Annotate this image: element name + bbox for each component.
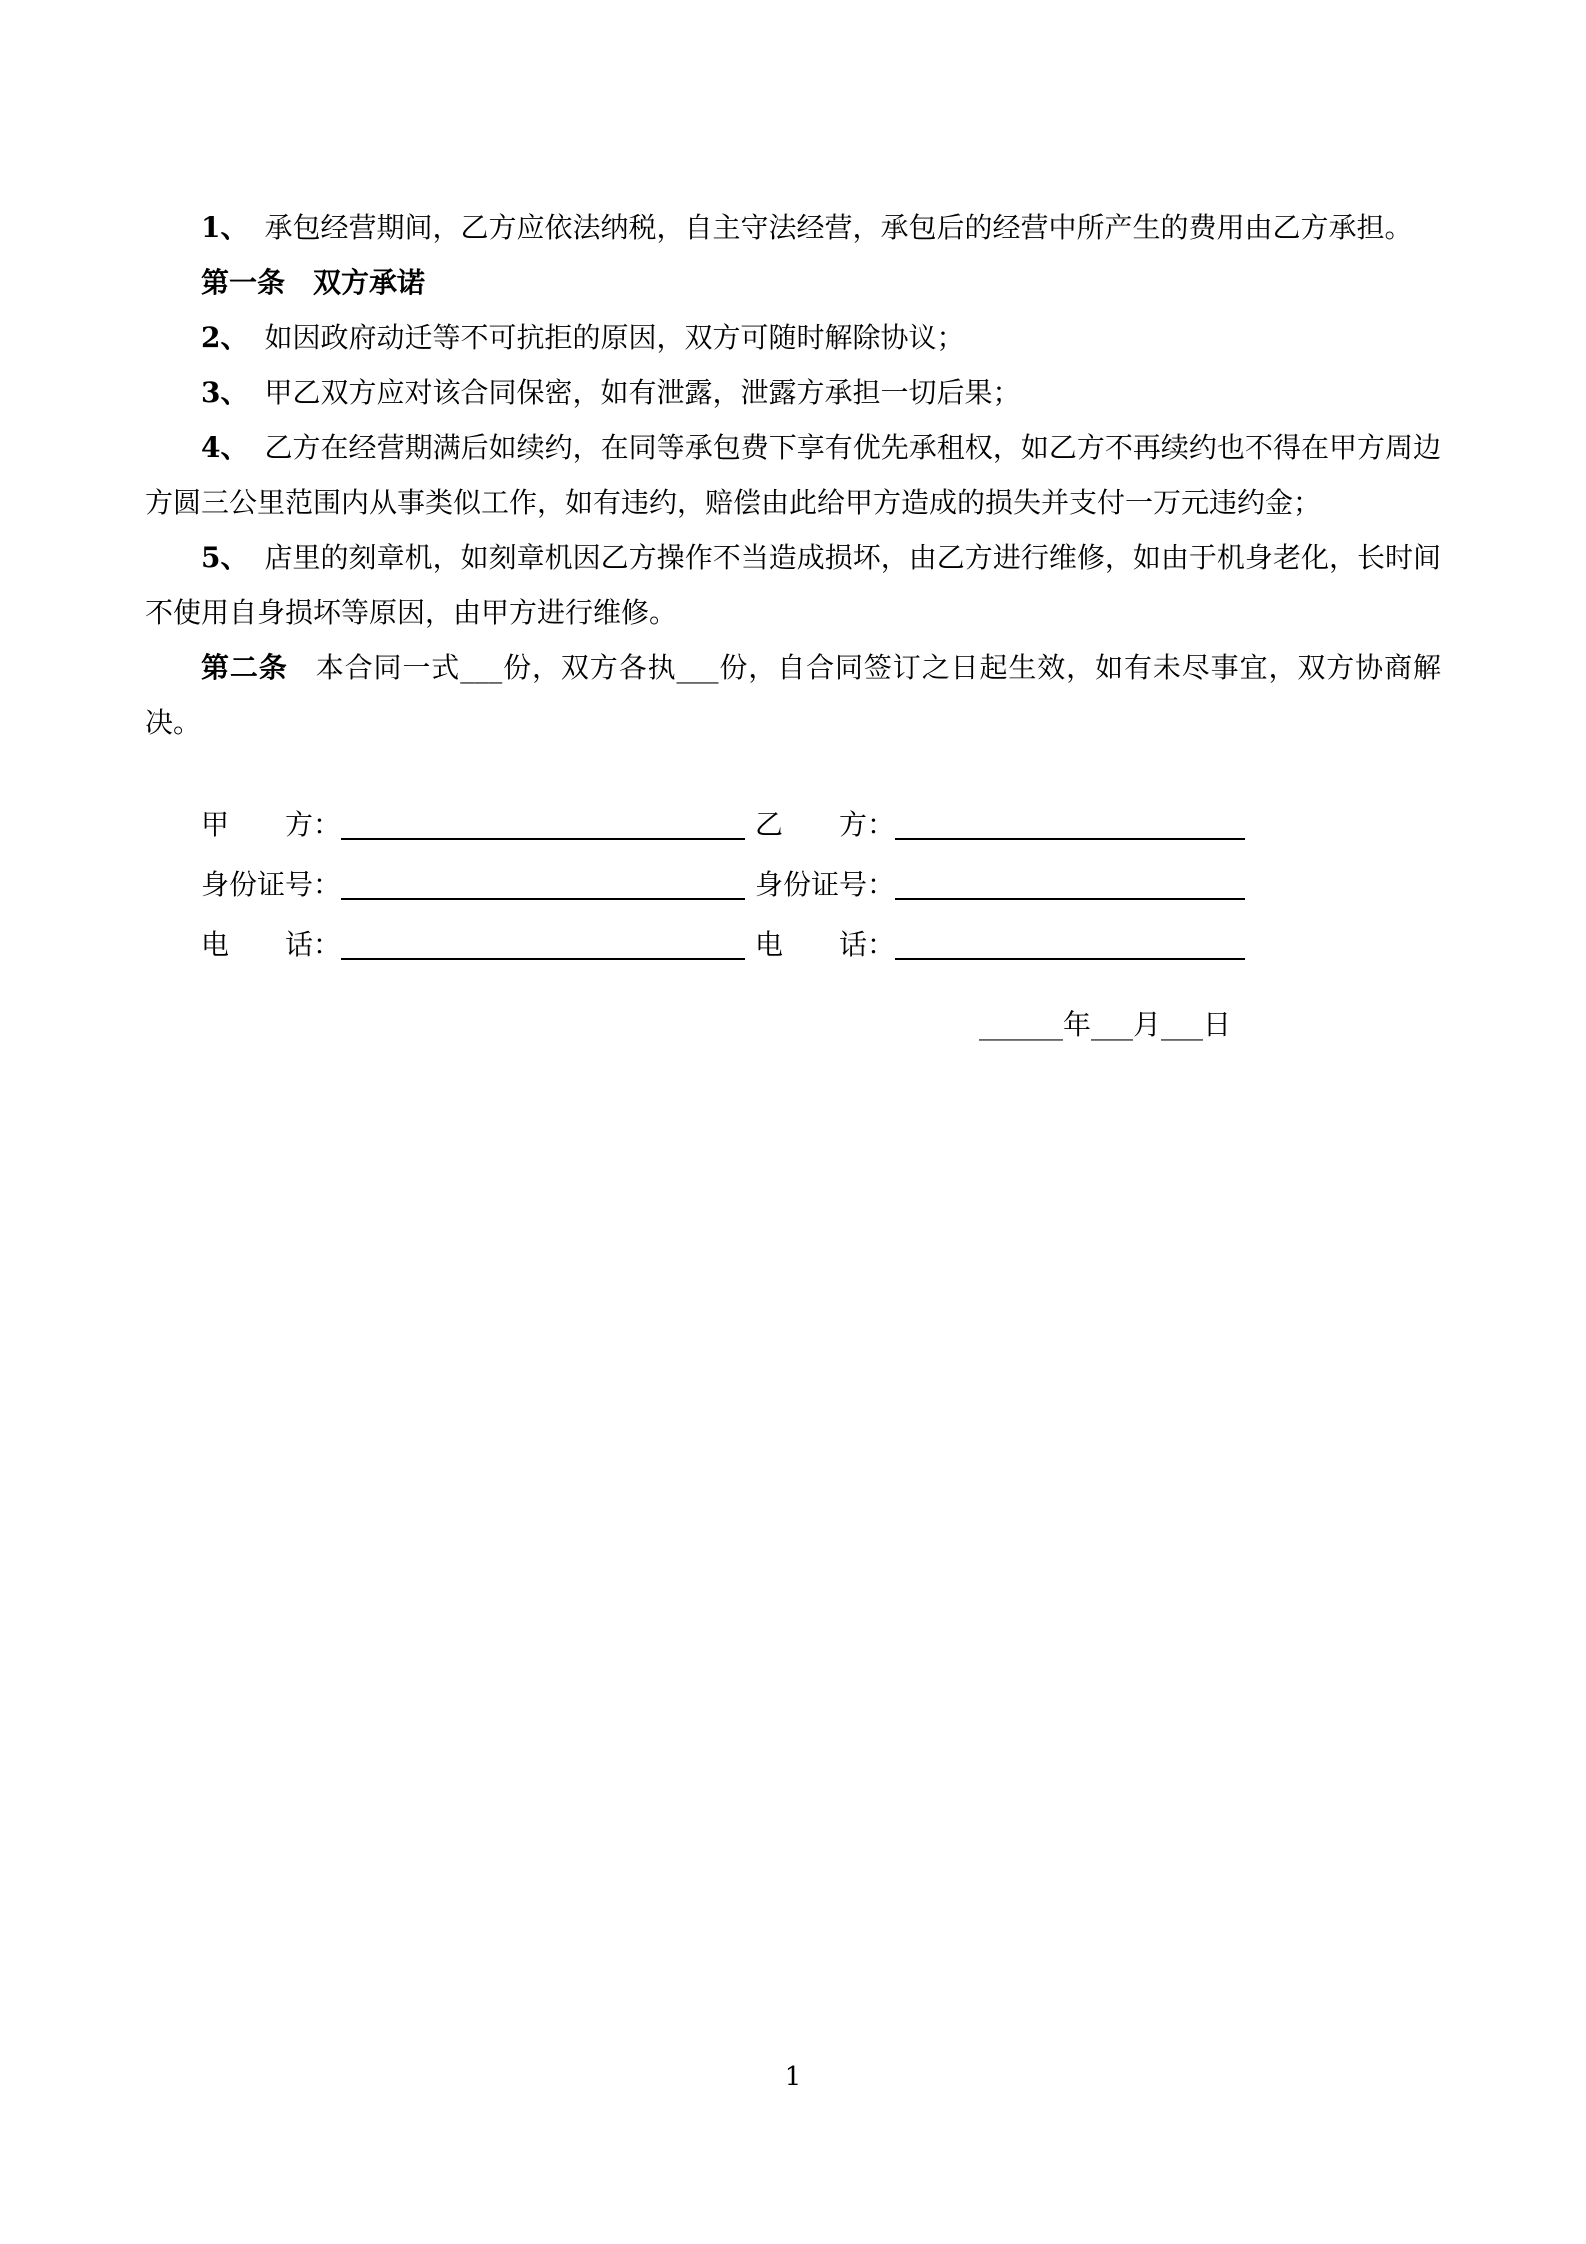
clause-5-text: 店里的刻章机，如刻章机因乙方操作不当造成损坏，由乙方进行维修，如由于机身老化，长时间不使用自身损坏等原因，由甲方进行维修。	[145, 541, 1441, 629]
clause-3-text: 甲乙双方应对该合同保密，如有泄露，泄露方承担一切后果；	[264, 376, 1021, 409]
party-a-phone-label: 电 话：	[201, 928, 342, 961]
date-line	[145, 997, 1441, 1052]
party-b-id-blank[interactable]	[895, 864, 1245, 900]
clause-2-number: 2、	[201, 321, 249, 354]
clause-2	[145, 310, 1441, 365]
clause-5	[145, 530, 1441, 640]
party-a-label: 甲 方：	[201, 808, 342, 841]
clause-5-number: 5、	[201, 541, 249, 574]
clause-1-number: 1、	[201, 211, 249, 244]
party-b-label: 乙 方：	[755, 808, 896, 841]
party-b-id-label: 身份证号：	[755, 868, 896, 901]
article-2-clause	[145, 640, 1441, 750]
signature-block	[145, 795, 1441, 975]
clause-4-number: 4、	[201, 431, 249, 464]
party-a-phone-blank[interactable]	[341, 924, 745, 960]
party-a-id-label: 身份证号：	[201, 868, 342, 901]
party-a-name-blank[interactable]	[341, 804, 745, 840]
page-number: 1	[784, 2062, 802, 2092]
clause-3-number: 3、	[201, 376, 249, 409]
article-1-title: 双方承诺	[313, 266, 426, 299]
date-blank-text[interactable]: ______年___月___日	[978, 1008, 1231, 1041]
article-1-number: 第一条	[201, 266, 286, 299]
clause-1-text: 承包经营期间，乙方应依法纳税，自主守法经营，承包后的经营中所产生的费用由乙方承担。	[264, 211, 1413, 244]
article-2-text: 本合同一式___份，双方各执___份，自合同签订之日起生效，如有未尽事宜，双方协商解决。	[145, 651, 1441, 739]
clause-1	[145, 200, 1441, 255]
party-b-name-blank[interactable]	[895, 804, 1245, 840]
party-a-id-blank[interactable]	[341, 864, 745, 900]
clause-4-text: 乙方在经营期满后如续约，在同等承包费下享有优先承租权，如乙方不再续约也不得在甲方周边方圆三公里范围内从事类似工作，如有违约，赔偿由此给甲方造成的损失并支付一万元违约金；	[145, 431, 1441, 519]
party-b-phone-blank[interactable]	[895, 924, 1245, 960]
clause-3	[145, 365, 1441, 420]
signature-row-party	[201, 795, 1441, 855]
signature-row-id	[201, 855, 1441, 915]
contract-body	[145, 200, 1441, 1052]
clause-4	[145, 420, 1441, 530]
article-1-heading	[145, 255, 1441, 310]
signature-row-phone	[201, 915, 1441, 975]
clause-2-text: 如因政府动迁等不可抗拒的原因，双方可随时解除协议；	[264, 321, 965, 354]
article-2-number: 第二条	[201, 651, 288, 684]
party-b-phone-label: 电 话：	[755, 928, 896, 961]
